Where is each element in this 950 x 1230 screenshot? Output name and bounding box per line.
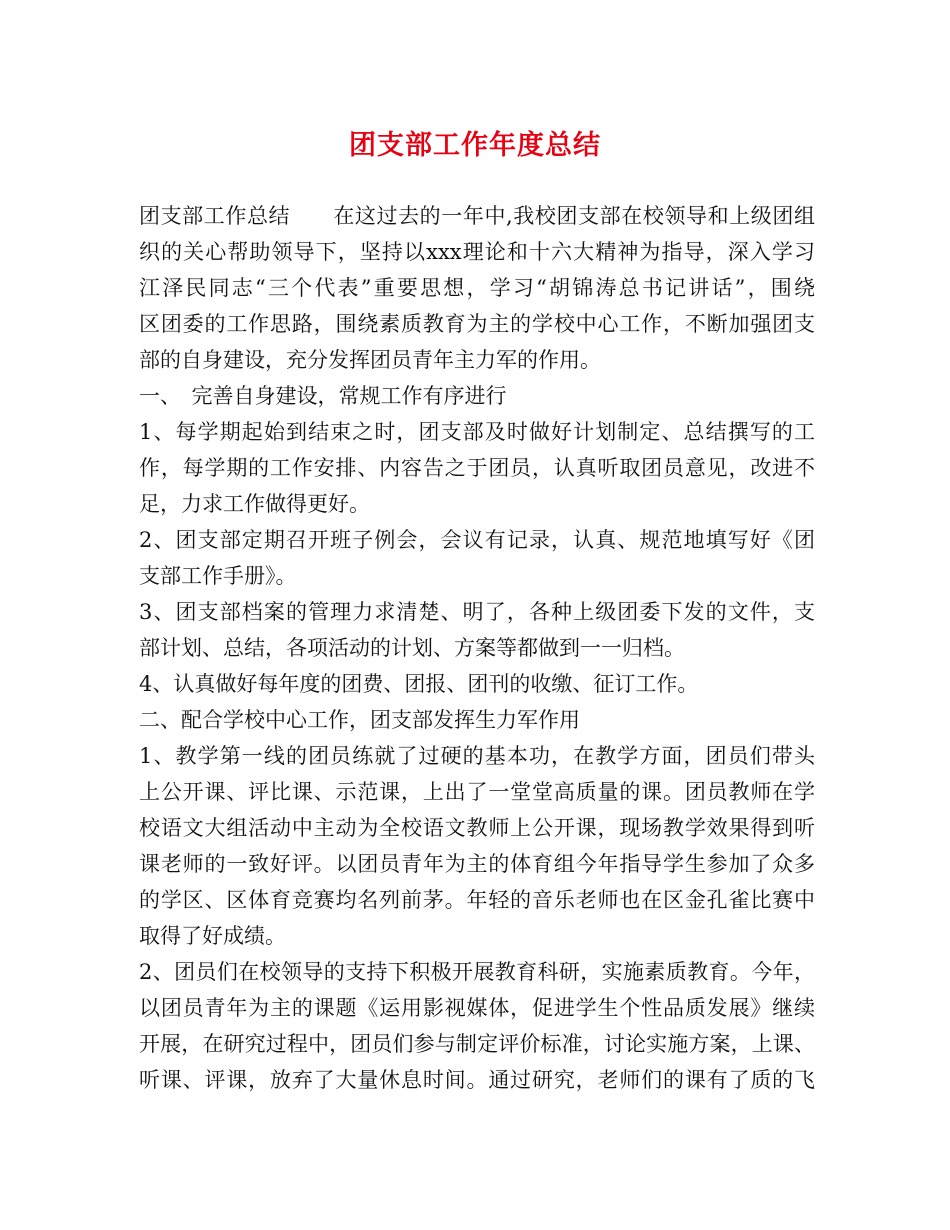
paragraph-line: 2、团员们在校领导的支持下积极开展教育科研，实施素质教育。今年， (139, 960, 815, 984)
document-body (139, 198, 815, 1098)
paragraph-line: 以团员青年为主的课题《运用影视媒体，促进学生个性品质发展》继续 (139, 996, 815, 1020)
paragraph-line: 上公开课、评比课、示范课，上出了一堂堂高质量的课。团员教师在学 (139, 780, 815, 804)
paragraph-line: 足，力求工作做得更好。 (139, 492, 370, 516)
paragraph-line: 取得了好成绩。 (139, 924, 286, 948)
paragraph-line: 的学区、区体育竞赛均名列前茅。年轻的音乐老师也在区金孔雀比赛中 (139, 888, 815, 912)
paragraph-line: 听课、评课，放弃了大量休息时间。通过研究，老师们的课有了质的飞 (139, 1068, 815, 1092)
paragraph-line: 织的关心帮助领导下，坚持以xxx理论和十六大精神为指导，深入学习 (139, 240, 815, 264)
paragraph-line: 团支部工作总结 在这过去的一年中,我校团支部在校领导和上级团组 (139, 204, 815, 228)
paragraph-line: 1、每学期起始到结束之时，团支部及时做好计划制定、总结撰写的工 (139, 420, 815, 444)
paragraph-line: 作，每学期的工作安排、内容告之于团员，认真听取团员意见，改进不 (139, 456, 815, 480)
paragraph-line: 1、教学第一线的团员练就了过硬的基本功，在教学方面，团员们带头 (139, 744, 815, 768)
document-title: 团支部工作年度总结 (349, 130, 601, 161)
paragraph-line: 部的自身建设，充分发挥团员青年主力军的作用。 (139, 348, 601, 372)
paragraph-line: 二、配合学校中心工作，团支部发挥生力军作用 (139, 708, 580, 732)
paragraph-line: 部计划、总结，各项活动的计划、方案等都做到一一归档。 (139, 636, 685, 660)
paragraph-line: 校语文大组活动中主动为全校语文教师上公开课，现场教学效果得到听 (139, 816, 815, 840)
paragraph-line: 4、认真做好每年度的团费、团报、团刊的收缴、征订工作。 (139, 672, 699, 696)
paragraph-line: 江泽民同志“三个代表”重要思想，学习“胡锦涛总书记讲话”，围绕 (139, 276, 815, 300)
paragraph-line: 开展，在研究过程中，团员们参与制定评价标准，讨论实施方案，上课、 (139, 1032, 815, 1056)
paragraph-line: 区团委的工作思路，围绕素质教育为主的学校中心工作，不断加强团支 (139, 312, 815, 336)
paragraph-line: 2、团支部定期召开班子例会，会议有记录，认真、规范地填写好《团 (139, 528, 815, 552)
paragraph-line: 课老师的一致好评。以团员青年为主的体育组今年指导学生参加了众多 (139, 852, 815, 876)
paragraph-line: 支部工作手册》。 (139, 564, 297, 588)
paragraph-line: 一、 完善自身建设，常规工作有序进行 (139, 384, 507, 408)
paragraph-line: 3、团支部档案的管理力求清楚、明了，各种上级团委下发的文件，支 (139, 600, 815, 624)
